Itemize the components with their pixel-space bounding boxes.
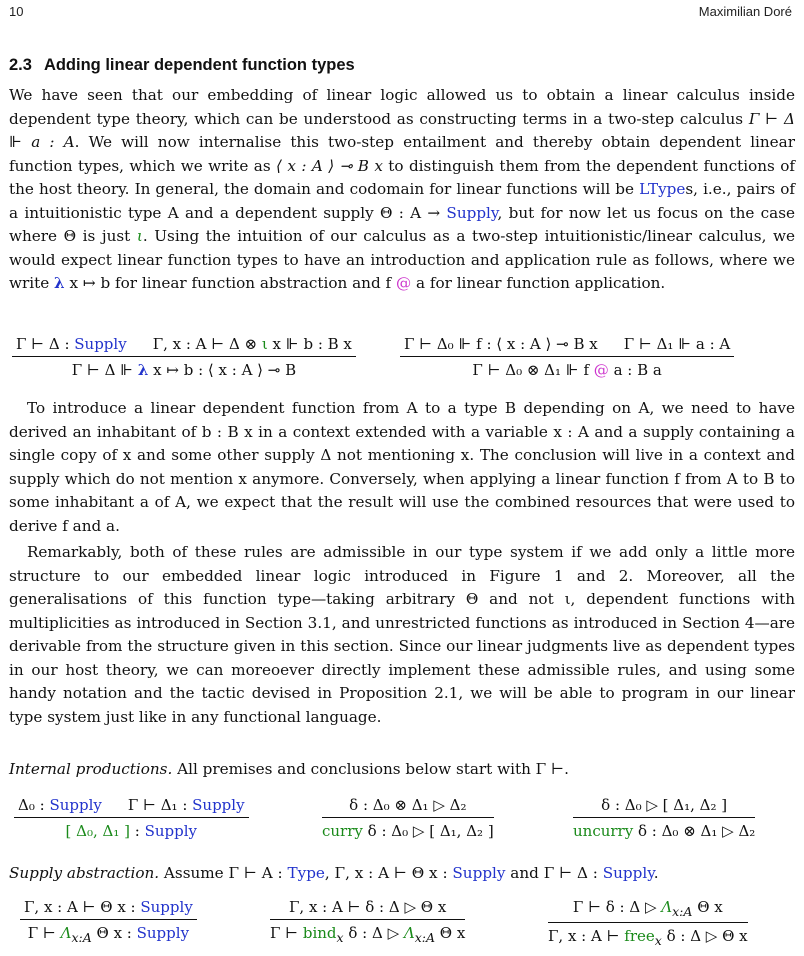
paragraph-2: To introduce a linear dependent function from A to a type B depending on A, we need to have derived an inhabitant of b : B x in a context extended with a variable x : A and a supply containing a single copy of x and some other supply Δ not mentioning x. The conclusion will live in a context and supply which do not mention x anymore. Conversely, when applying a linear function f from A to B to some inhabitant a of A, we expect that the result will use the combined resources that were used to derive f and a.: [9, 399, 795, 535]
inference-bar: [400, 356, 734, 357]
bind-rule: Γ, x : A ⊢ δ : Δ ▷ Θ x Γ ⊢ bind$_x$ δ : Δ ▷ $\Lambda_{x:A}$ Θ x: [270, 898, 466, 945]
inference-bar: [548, 922, 748, 923]
page-header: [9, 4, 792, 19]
inference-bar: [322, 817, 494, 818]
free-rule: Γ ⊢ δ : Δ ▷ $\Lambda_{x:A}$ Θ x Γ, x : A ⊢ free$_x$ δ : Δ ▷ Θ x: [548, 898, 748, 948]
paragraph-1: We have seen that our embedding of linear logic allowed us to obtain a linear calculus inside dependent type theory, which can be understood as constructing terms in a two-step calculus Γ ⊢ Δ ⊩ a : A. We will now internalise this two-step entailment and thereby obtain dependent linear function types, which we write as ⟨ x : A ⟩ ⊸ B x to distinguish them from the dependent functions of the host theory. In general, the domain and codomain for linear functions will be LTypes, i.e., pairs of a intuitionistic type A and a dependent supply Θ : A → Supply, but for now let us focus on the case where Θ is just ι. Using the intuition of our calculus as a two-step intuitionistic/linear calculus, we would expect linear function types to have an introduction and application rule as follows, where we write λ x ↦ b for linear function abstraction and f @ a for linear function application.: [9, 86, 795, 292]
inference-bar: [14, 817, 249, 818]
premise: Γ ⊢ Δ : Supply: [16, 335, 127, 353]
supply-abstraction-heading: Supply abstraction. Assume Γ ⊢ A : Type, Γ, x : A ⊢ Θ x : Supply and Γ ⊢ Δ : Supply.: [9, 864, 659, 882]
internal-productions-heading: Internal productions. All premises and conclusions below start with Γ ⊢.: [9, 760, 569, 778]
page-number: 10: [9, 4, 24, 19]
uncurry-rule: δ : Δ₀ ▷ [ Δ₁, Δ₂ ] uncurry δ : Δ₀ ⊗ Δ₁ ▷ Δ₂: [573, 796, 756, 840]
paragraph-3: Remarkably, both of these rules are admissible in our type system if we add only a little more structure to our embedded linear logic introduced in Figure 1 and 2. Moreover, all the generalisations of this function type—taking arbitrary Θ and not ι, dependent functions with multiplicities as introduced in Section 3.1, and unrestricted functions as introduced in Section 4—are derivable from the structure given in this section. Since our linear judgments live as dependent types in our host theory, we can moreoever directly implement these admissible rules, and using some handy notation and the tactic devised in Proposition 2.1, we will be able to program in our linear type system just like in any functional language.: [9, 543, 795, 726]
conclusion: Γ ⊢ Δ ⊩ λ x ↦ b : ⟨ x : A ⟩ ⊸ B: [71, 361, 297, 379]
application-rule: [400, 335, 734, 379]
section-number: 2.3: [9, 56, 32, 74]
lambda-supply-rule: Γ, x : A ⊢ Θ x : Supply Γ ⊢ $\Lambda_{x:A}$ Θ x : Supply: [20, 898, 197, 945]
inference-bar: [573, 817, 755, 818]
section-heading: [9, 56, 355, 75]
lambda-intro-rule: [12, 335, 356, 379]
running-author: Maximilian Doré: [698, 4, 792, 19]
inference-bar: [270, 919, 465, 920]
conclusion: Γ ⊢ Δ₀ ⊗ Δ₁ ⊩ f @ a : B a: [472, 361, 662, 379]
section-title: Adding linear dependent function types: [43, 56, 355, 74]
inference-bar: [20, 919, 197, 920]
premise: Γ ⊢ Δ₁ ⊩ a : A: [623, 335, 731, 353]
curry-rule: δ : Δ₀ ⊗ Δ₁ ▷ Δ₂ curry δ : Δ₀ ▷ [ Δ₁, Δ₂ ]: [322, 796, 494, 840]
premise: Γ ⊢ Δ₀ ⊩ f : ⟨ x : A ⟩ ⊸ B x: [404, 335, 598, 353]
supply-pair-rule: Δ₀ : Supply Γ ⊢ Δ₁ : Supply [ Δ₀, Δ₁ ] : Supply: [14, 796, 249, 840]
inference-bar: [12, 356, 356, 357]
premise: Γ, x : A ⊢ Δ ⊗ ι x ⊩ b : B x: [152, 335, 352, 353]
